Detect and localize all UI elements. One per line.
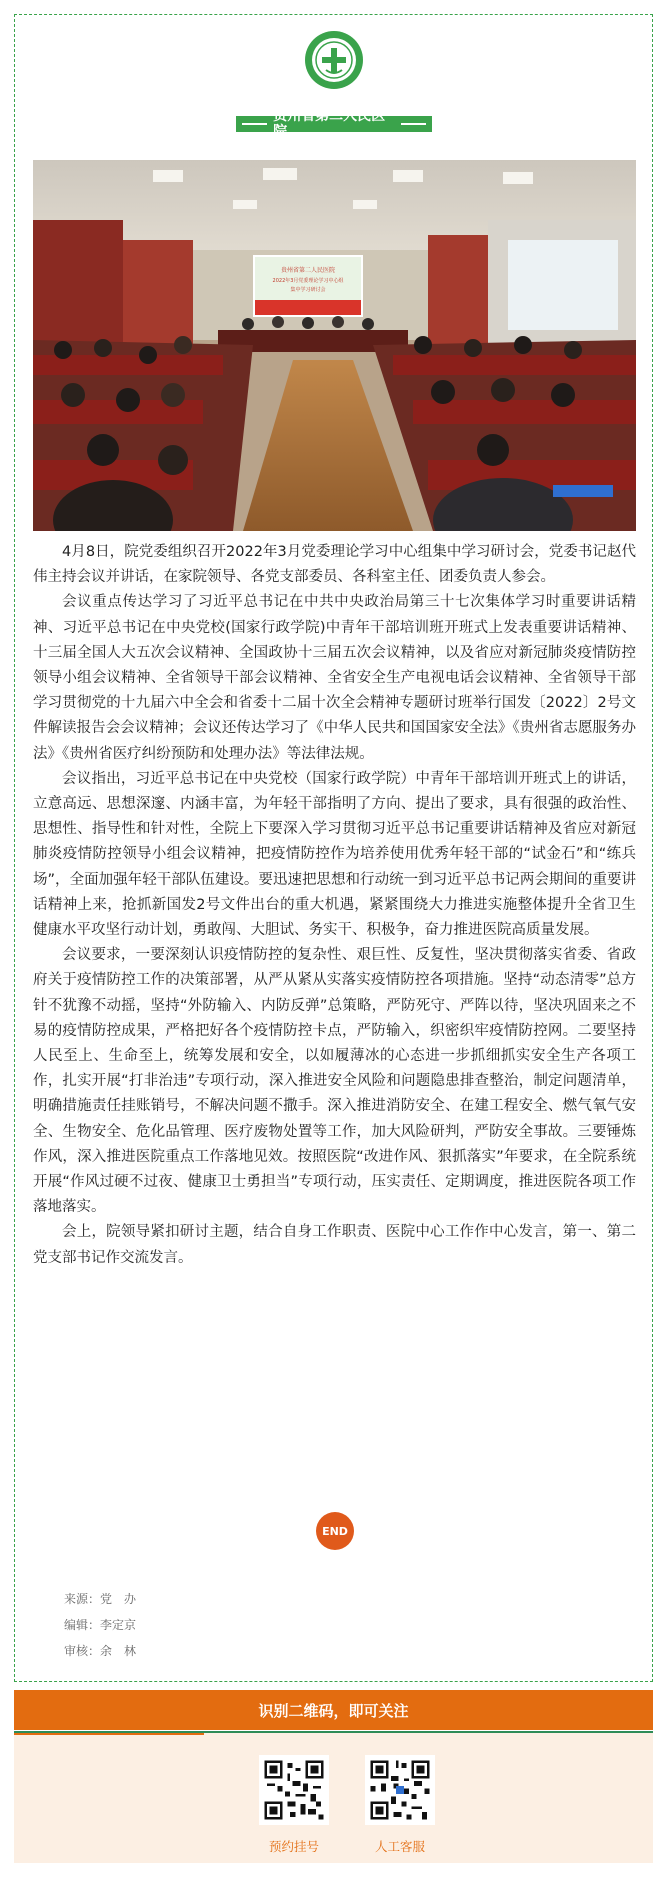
screen-line-1: 2022年3月党委理论学习中心组 — [272, 278, 344, 284]
qr-banner: 识别二维码，即可关注 — [14, 1690, 653, 1730]
right-dash — [401, 123, 426, 125]
article-paragraph: 会议重点传达学习了习近平总书记在中共中央政治局第三十七次集体学习时重要讲话精神、习近平总书记在中央党校(国家行政学院)中青年干部培训班开班式上发表重要讲话精神、十三届全国人大五次会议精神、全国政协十三届五次会议精神，以及省应对新冠肺炎疫情防控领导小组会议精神、全省领导干部会议精神、全省安全生产电视电话会议精神、全省领导干部学习贯彻党的十九届六中全会和省委十二届十次全会精神专题研讨班举行国发〔2022〕2号文件解读报告会会议精神；会议还传达学习了《中华人民共和国国家安全法》《贵州省志愿服务办法》《贵州省医疗纠纷预防和处理办法》等法律法规。 — [33, 594, 636, 762]
screen-line-2: 集中学习研讨会 — [290, 287, 326, 293]
qr-appointment[interactable] — [254, 1755, 334, 1855]
credit-source: 来源：党 办 — [64, 1592, 137, 1606]
article-body — [33, 540, 636, 1271]
article-paragraph: 会议要求，一要深刻认识疫情防控的复杂性、艰巨性、反复性，坚决贯彻落实省委、省政府关于疫情防控工作的决策部署，从严从紧从实落实疫情防控各项措施。坚持“动态清零”总方针不犹豫不动摇，坚持“外防输入、内防反弹”总策略，严防死守、严阵以待，坚决巩固来之不易的疫情防控成果，严格把好各个疫情防控卡点，严防输入，织密织牢疫情防控网。二要坚持人民至上、生命至上，统筹发展和安全，以如履薄冰的心态进一步抓细抓实安全生产各项工作，扎实开展“打非治违”专项行动，深入推进安全风险和问题隐患排查整治，制定问题清单，明确措施责任挂账销号，不解决问题不撒手。深入推进消防安全、在建工程安全、燃气氧气安全、生物安全、危化品管理、医疗废物处置等工作，加大风险研判，严防安全事故。三要锤炼作风，深入推进医院重点工作落地见效。按照医院“改进作风、狠抓落实”年要求，在全院系统开展“作风过硬不过夜、健康卫士勇担当”专项行动，压实责任、定期调度，推进医院各项工作落地落实。 — [33, 947, 636, 1216]
hospital-emblem-icon — [304, 30, 364, 90]
qr-label-appointment: 预约挂号 — [268, 1839, 319, 1854]
qr-customer-service[interactable] — [360, 1755, 440, 1855]
article-paragraph: 4月8日，院党委组织召开2022年3月党委理论学习中心组集中学习研讨会，党委书记赵代伟主持会议并讲话，在家院领导、各党支部委员、各科室主任、团委负责人参会。 — [33, 544, 636, 586]
credits — [64, 1586, 136, 1664]
credit-editor: 编辑：李定京 — [64, 1618, 137, 1632]
article-paragraph: 会上，院领导紧扣研讨主题，结合自身工作职责、医院中心工作作中心发言，第一、第二党支部书记作交流发言。 — [33, 1224, 636, 1266]
hospital-name-bar — [236, 108, 432, 140]
qr-code-icon[interactable] — [259, 1755, 329, 1825]
end-badge: END — [316, 1512, 354, 1550]
qr-label-customer-service: 人工客服 — [374, 1839, 425, 1854]
credit-reviewer: 审核：余 林 — [64, 1644, 137, 1658]
left-dash — [242, 123, 267, 125]
article-paragraph: 会议指出，习近平总书记在中央党校（国家行政学院）中青年干部培训开班式上的讲话，立意高远、思想深邃、内涵丰富，为年轻干部指明了方向、提出了要求，具有很强的政治性、思想性、指导性和针对性，全院上下要深入学习贯彻习近平总书记重要讲话精神及省应对新冠肺炎疫情防控领导小组会议精神，把疫情防控作为培养使用优秀年轻干部的“试金石”和“练兵场”，全面加强年轻干部队伍建设。要迅速把思想和行动统一到习近平总书记两会期间的重要讲话精神上来，抢抓新国发2号文件出台的重大机遇，紧紧围绕大力推进实施整体提升全省卫生健康水平攻坚行动计划，勇敢闯、大胆试、务实干、积极争，奋力推进医院高质量发展。 — [33, 770, 636, 939]
screen-title: 贵州省第二人民医院 — [280, 267, 336, 274]
qr-accent-line — [14, 1733, 204, 1735]
hospital-name: 贵州省第二人民医院 — [273, 108, 386, 140]
qr-code-icon[interactable] — [365, 1755, 435, 1825]
meeting-photo — [33, 160, 636, 531]
qr-area — [14, 1731, 653, 1863]
